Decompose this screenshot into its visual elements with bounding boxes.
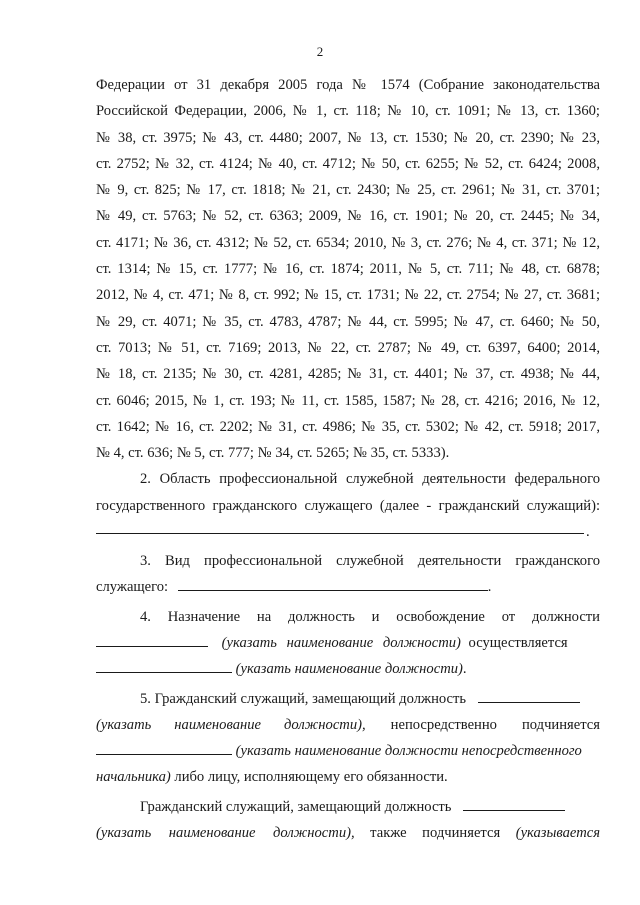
position-blank[interactable] [478,688,580,703]
item-5-line-3 [96,738,600,764]
item-5-text-3: либо лицу, исполняющему его обязанности. [170,769,448,786]
text-line: ст. 7013; № 51, ст. 7169; 2013, № 22, ст. 2787; № 49, ст. 6397, 6400; 2014, [96,339,600,356]
item-5-text: 5. Гражданский служащий, замещающий должность [140,690,467,707]
item-6-hint-1: (указать наименование должности), [96,825,355,842]
item-2-area-of-activity [96,466,600,545]
item-5-hint-3: начальника) [96,769,171,786]
item-6-text-2: также подчиняется [354,825,516,842]
text-line: ст. 6046; 2015, № 1, ст. 193; № 11, ст. 1585, 1587; № 28, ст. 4216; 2016, № 12, [96,392,600,409]
text-line: № 29, ст. 4071; № 35, ст. 4783, 4787; № 44, ст. 5995; № 47, ст. 6460; № 50, [96,313,600,330]
page-number: 2 [316,44,324,59]
item-4-hint-2: (указать наименование должности) [235,661,463,678]
item-6-line-2 [96,820,600,846]
position-blank-2[interactable] [463,796,565,811]
text-line: Федерации от 31 декабря 2005 года № 1574 (Собрание законодательства [96,77,600,93]
document-body [96,72,600,846]
text-line: ст. 4171; № 36, ст. 4312; № 52, ст. 6534; 2010, № 3, ст. 276; № 4, ст. 371; № 12, [96,234,600,251]
text-line: № 18, ст. 2135; № 30, ст. 4281, 4285; № 31, ст. 4401; № 37, ст. 4938; № 44, [96,366,600,383]
legal-references-paragraph [96,72,600,466]
text-line: № 38, ст. 3975; № 43, ст. 4480; 2007, № 13, ст. 1530; № 20, ст. 2390; № 23, [96,129,600,146]
item-3-line-2 [96,574,600,600]
item-5-hint-1: (указать наименование должности), [96,716,366,733]
item-4-appointment [96,604,600,683]
item-2-period: . [586,524,590,541]
appointing-official-blank[interactable] [96,658,232,673]
text-line: № 4, ст. 636; № 5, ст. 777; № 34, ст. 5265; № 35, ст. 5333). [96,445,450,462]
text-line: ст. 2752; № 32, ст. 4124; № 40, ст. 4712; № 50, ст. 6255; № 52, ст. 6424; 2008, [96,155,600,172]
item-6-text: Гражданский служащий, замещающий должность [140,798,452,815]
area-of-activity-blank[interactable] [96,519,584,534]
text-line: № 49, ст. 5763; № 52, ст. 6363; 2009, № 16, ст. 1901; № 20, ст. 2445; № 34, [96,208,600,225]
item-4-line-3 [96,656,600,682]
item-6-line-1 [96,794,600,820]
appointing-position-blank[interactable] [96,632,208,647]
item-4-hint-1: (указать наименование должности) [221,634,461,651]
item-5-text-2: непосредственно подчиняется [365,716,600,733]
item-2-line-1: 2. Область профессиональной служебной деятельности федерального [140,471,600,488]
item-4-line-2 [96,630,600,656]
item-5-subordination [96,686,600,791]
item-3-label: служащего: [96,579,169,596]
item-4-line-1: 4. Назначение на должность и освобождение от должности [140,608,600,625]
item-6-hint-2: (указывается [515,825,600,842]
text-line: № 9, ст. 825; № 17, ст. 1818; № 21, ст. 2430; № 25, ст. 2961; № 31, ст. 3701; [96,182,600,199]
text-line: ст. 1642; № 16, ст. 2202; № 31, ст. 4986; № 35, ст. 5302; № 42, ст. 5918; 2017, [96,418,600,435]
item-additional-subordination [96,794,600,847]
item-3-type-of-activity [96,548,600,601]
item-5-hint-2: (указать наименование должности непосредственного [235,743,582,760]
supervisor-position-blank[interactable] [96,740,232,755]
item-2-line-2: государственного гражданского служащего (далее - гражданский служащий): [96,497,600,514]
item-5-line-4 [96,764,600,790]
item-5-line-1 [96,686,600,712]
item-4-text: осуществляется [460,634,568,651]
text-line: ст. 1314; № 15, ст. 1777; № 16, ст. 1874; 2011, № 5, ст. 711; № 48, ст. 6878; [96,261,600,278]
text-line: Российской Федерации, 2006, № 1, ст. 118; № 10, ст. 1091; № 13, ст. 1360; [96,103,600,120]
text-line: 2012, № 4, ст. 471; № 8, ст. 992; № 15, ст. 1731; № 22, ст. 2754; № 27, ст. 3681; [96,287,600,304]
item-4-period: . [462,661,467,678]
type-of-activity-blank[interactable] [178,576,488,591]
item-3-line-1: 3. Вид профессиональной служебной деятельности гражданского [140,553,600,570]
item-3-period: . [487,579,492,596]
item-5-line-2 [96,712,600,738]
item-2-fill-line [96,519,600,545]
